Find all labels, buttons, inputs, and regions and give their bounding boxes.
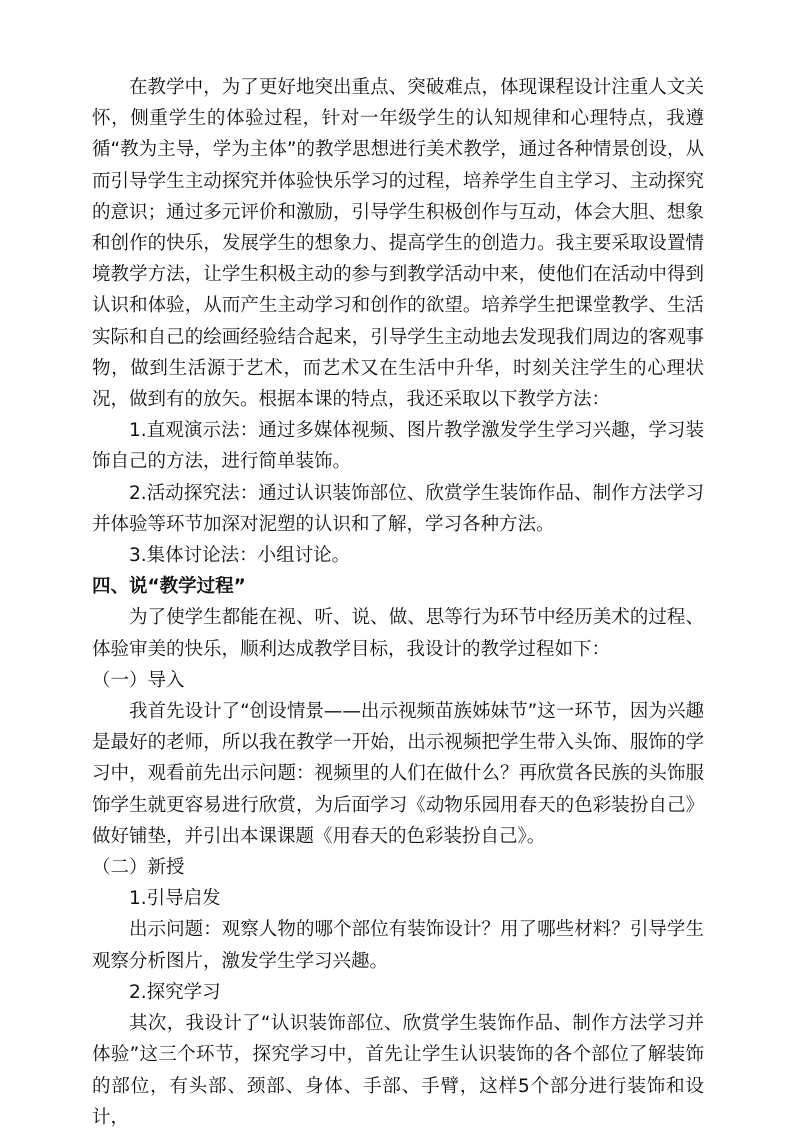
teaching-method-intro-paragraph: 在教学中，为了更好地突出重点、突破难点，体现课程设计注重人文关怀，侧重学生的体验过程，针对一年级学生的认知规律和心理特点，我遵循“教为主导，学为主体”的教学思想进行美术教学，通过各种情景创设，从而引导学生主动探究并体验快乐学习的过程，培养学生自主学习、主动探究的意识；通过多元评价和激励，引导学生积极创作与互动，体会大胆、想象和创作的快乐，发展学生的想象力、提高学生的创造力。我主要采取设置情境教学方法，让学生积极主动的参与到教学活动中来，使他们在活动中得到认识和体验，从而产生主动学习和创作的欲望。培养学生把课堂教学、生活实际和自己的绘画经验结合起来，引导学生主动地去发现我们周边的客观事物，做到生活源于艺术，而艺术又在生活中升华，时刻关注学生的心理状况，做到有的放矢。根据本课的特点，我还采取以下教学方法： [92, 77, 704, 411]
subsection-heading-introduction: （一）导入 [92, 669, 185, 691]
method-item-demonstration: 1.直观演示法：通过多媒体视频、图片教学激发学生学习兴趣，学习装饰自己的方法，进行简单装饰。 [92, 420, 704, 473]
method-item-exploration: 2.活动探究法：通过认识装饰部位、欣赏学生装饰作品、制作方法学习并体验等环节加深对泥塑的认识和了解，学习各种方法。 [92, 482, 704, 535]
teaching-process-intro-paragraph: 为了使学生都能在视、听、说、做、思等行为环节中经历美术的过程、体验审美的快乐，顺利达成教学目标，我设计的教学过程如下： [92, 607, 704, 660]
step-heading-guidance: 1.引导启发 [129, 888, 221, 910]
exploration-paragraph: 其次，我设计了“认识装饰部位、欣赏学生装饰作品、制作方法学习并体验”这三个环节，探究学习中，首先让学生认识装饰的各个部位了解装饰的部位，有头部、颈部、身体、手部、手臂，这样5个部分进行装饰和设计， [92, 1013, 704, 1128]
introduction-paragraph: 我首先设计了“创设情景——出示视频苗族姊妹节”这一环节，因为兴趣是最好的老师，所以我在教学一开始，出示视频把学生带入头饰、服饰的学习中，观看前先出示问题：视频里的人们在做什么？再欣赏各民族的头饰服饰学生就更容易进行欣赏，为后面学习《动物乐园用春天的色彩装扮自己》做好铺垫，并引出本课课题《用春天的色彩装扮自己》。 [92, 701, 704, 847]
section-heading-teaching-process: 四、说“教学过程” [92, 576, 246, 598]
subsection-heading-new-lesson: （二）新授 [92, 857, 185, 879]
step-heading-exploration: 2.探究学习 [129, 981, 221, 1003]
document-body [92, 72, 704, 1133]
method-item-discussion: 3.集体讨论法：小组讨论。 [129, 545, 351, 567]
guidance-paragraph: 出示问题：观察人物的哪个部位有装饰设计？用了哪些材料？引导学生观察分析图片，激发学生学习兴趣。 [92, 919, 704, 972]
